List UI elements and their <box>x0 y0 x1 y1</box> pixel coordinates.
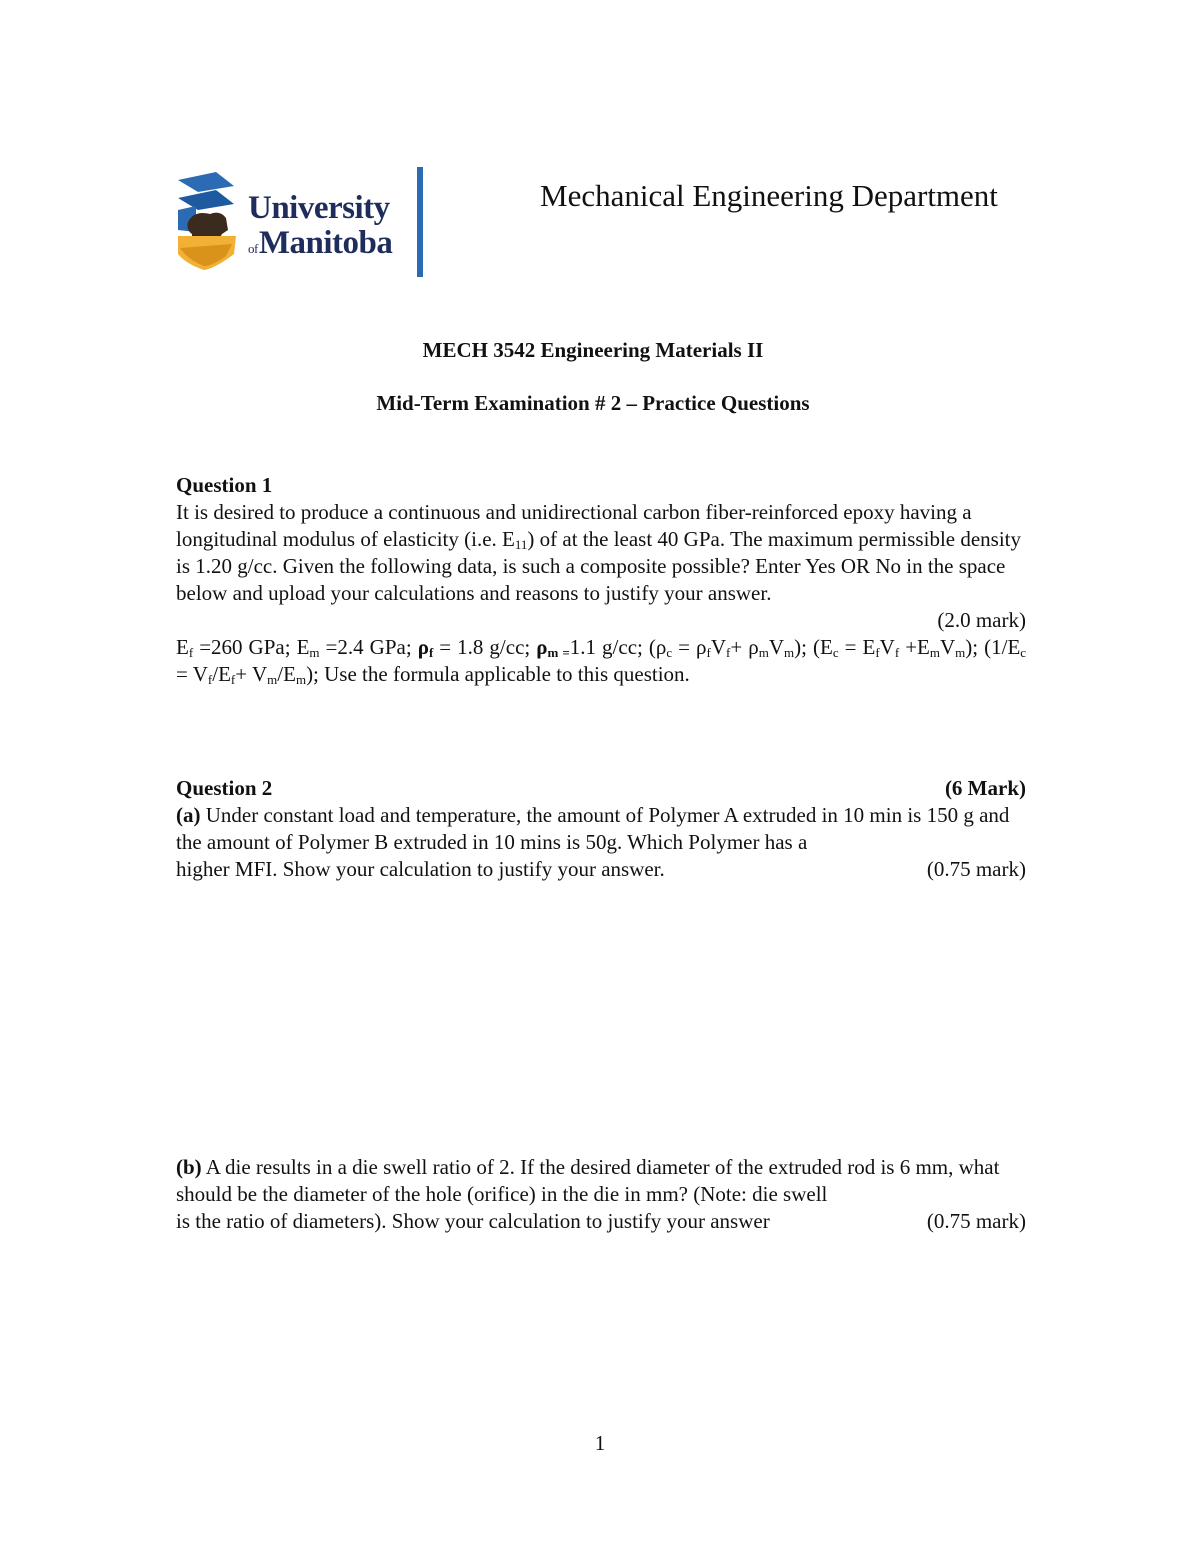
question-2b-text: (b) A die results in a die swell ratio of 2. If the desired diameter of the extruded rod is 6 mm, what should be the diameter of the hole (orifice) in the die in mm? (Note: die swell <box>176 1155 1000 1206</box>
header-divider <box>417 167 423 277</box>
bison-shield-icon <box>176 170 248 276</box>
question-2-heading: Question 2 <box>176 776 273 800</box>
logo-line-2 <box>248 227 392 260</box>
question-2b-last-line: is the ratio of diameters). Show your calculation to justify your answer (0.75 mark) <box>176 1209 1026 1233</box>
question-2a-last-line: higher MFI. Show your calculation to justify your answer. (0.75 mark) <box>176 857 1026 881</box>
question-1-mark: (2.0 mark) <box>937 608 1026 632</box>
course-title: MECH 3542 Engineering Materials II <box>422 338 764 362</box>
question-2b <box>176 1154 1026 1235</box>
logo-manitoba: Manitoba <box>258 225 393 261</box>
question-2 <box>176 775 1026 883</box>
logo-line-1: University <box>248 190 390 226</box>
department-title: Mechanical Engineering Department <box>540 178 998 213</box>
question-1-heading: Question 1 <box>176 473 273 497</box>
question-1-text: It is desired to produce a continuous and unidirectional carbon fiber-reinforced epoxy having a longitudinal modulus of elasticity (i.e. $E_{11}$) of at the least 40 GPa. The maximum permissible density is 1.20 g/cc. Given the following data, is such a composite possible? Enter Yes OR No in the space below and upload your calculations and reasons to justify your answer. <box>176 500 1022 605</box>
question-2-header <box>176 775 1026 802</box>
logo-of: of <box>248 241 258 256</box>
question-1 <box>176 472 1026 688</box>
question-2a-text: (a) Under constant load and temperature, the amount of Polymer A extruded in 10 min is 150 g and the amount of Polymer B extruded in 10 mins is 50g. Which Polymer has a <box>176 803 1010 854</box>
question-1-data: $E_f =260$ GPa; $E_m =2.4$ GPa; $\rho_f = 1.8$ g/cc; $\rho_{m =}1.1$ g/cc; $(\rho_c = \rho_fV_f+ \rho_mV_m)$; $(E_c = E_fV_f +E_mV_m)$; $(1/E_c = V_f/E_f+ V_m/E_m)$; Use the formula applicable to this question. <box>176 635 1027 687</box>
page-number: 1 <box>594 1431 606 1455</box>
question-2b-mark: (0.75 mark) <box>926 1209 1026 1233</box>
question-2-mark: (6 Mark) <box>944 776 1026 800</box>
exam-title: Mid-Term Examination # 2 – Practice Questions <box>376 391 810 415</box>
logo-wordmark <box>248 192 392 260</box>
question-2a-mark: (0.75 mark) <box>926 857 1026 881</box>
